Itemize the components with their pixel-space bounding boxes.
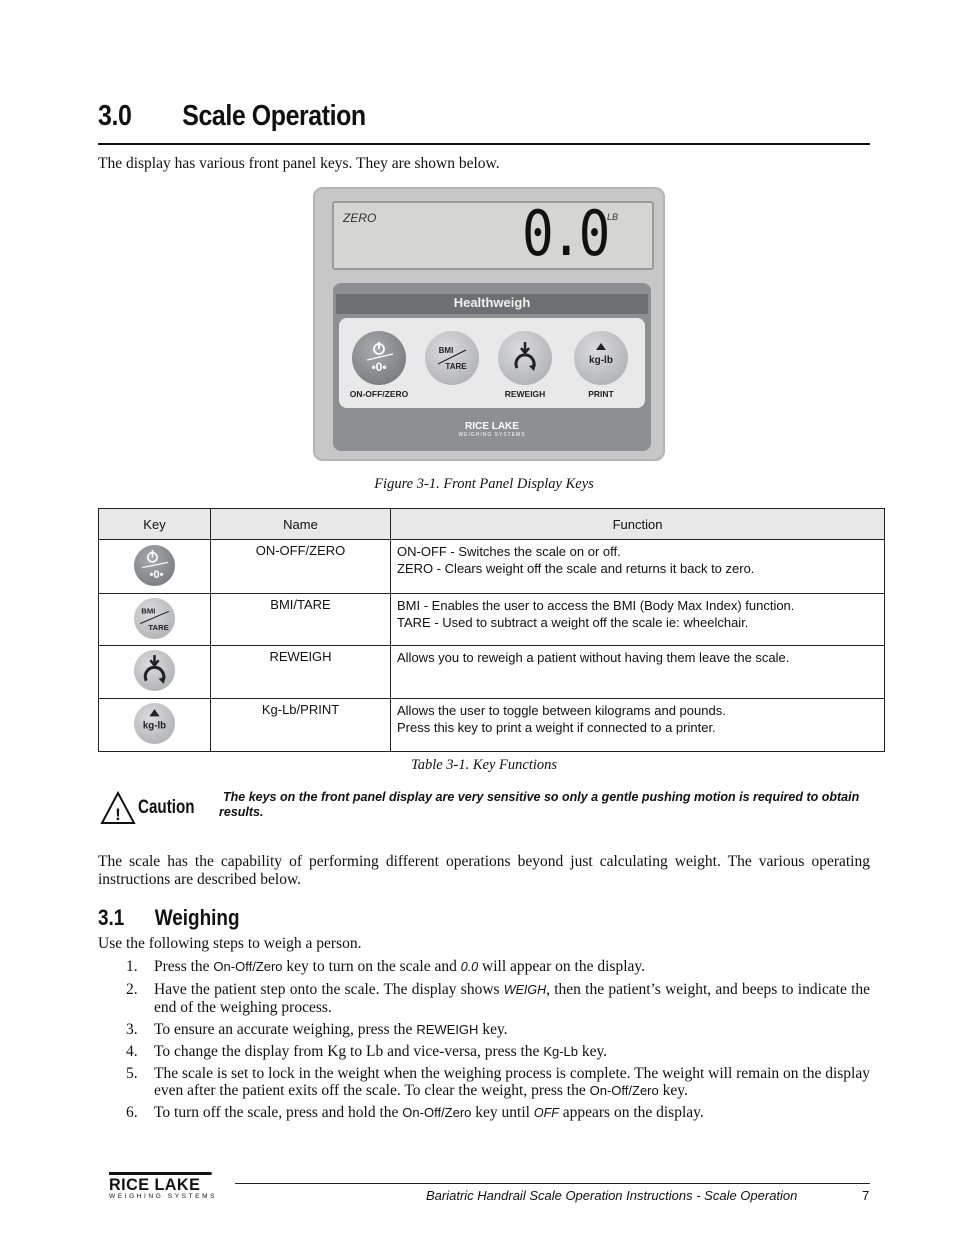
figure-caption: Figure 3-1. Front Panel Display Keys: [374, 476, 594, 492]
display-reference: OFF: [533, 1106, 559, 1120]
step-text: To turn off the scale, press and hold the: [154, 1104, 403, 1121]
table-caption: Table 3-1. Key Functions: [410, 757, 558, 773]
operations-paragraph: The scale has the capability of performing different operations beyond just calculating weight. The various operating instructions are described below.: [98, 853, 870, 888]
subsection-number: 3.1: [98, 905, 125, 930]
step-text: The scale is set to lock in the weight when the weighing process is complete. The weight will remain on the display even after the patient exits off the scale. To clear the weight, press the: [154, 1065, 870, 1099]
function-line: BMI - Enables the user to access the BMI (Body Max Index) function.: [397, 598, 795, 613]
steps-intro: Use the following steps to weigh a person.: [98, 935, 362, 952]
svg-text:BMI: BMI: [141, 605, 156, 615]
step-text: appears on the display.: [558, 1104, 704, 1121]
footer-logo-sub: WEIGHING SYSTEMS: [109, 1193, 218, 1200]
step-text: key.: [578, 1043, 608, 1060]
name-cell: REWEIGH: [211, 646, 391, 699]
table-row: [99, 594, 885, 646]
name-cell: ON-OFF/ZERO: [211, 540, 391, 594]
front-panel-figure: [313, 187, 665, 461]
table-row: [99, 699, 885, 752]
page-number: 7: [862, 1188, 870, 1203]
header-function: Function: [391, 509, 885, 540]
bmi-tare-key[interactable]: [425, 331, 479, 385]
step-text: To change the display from Kg to Lb and vice-versa, press the: [154, 1043, 544, 1060]
svg-text:•0•: •0•: [371, 360, 387, 374]
svg-text:!: !: [115, 805, 121, 824]
caution-badge: [100, 791, 209, 825]
header-key: Key: [99, 509, 211, 540]
key-reference: On-Off/Zero: [402, 1105, 472, 1120]
step-number: 4.: [126, 1043, 138, 1060]
step-text: Have the patient step onto the scale. The display shows: [154, 981, 504, 998]
power-zero-icon: [359, 338, 399, 378]
subsection-title: Weighing: [154, 905, 240, 930]
key-reference: On-Off/Zero: [213, 959, 283, 974]
svg-text:TARE: TARE: [445, 362, 467, 371]
list-item: [98, 1021, 870, 1038]
key-reference: Kg-Lb: [543, 1044, 579, 1059]
section-title: Scale Operation: [182, 100, 366, 132]
table-header-row: [99, 509, 885, 540]
list-item: [98, 958, 870, 976]
kg-lb-print-key[interactable]: [574, 331, 628, 385]
footer-logo-text: RICE LAKE: [109, 1172, 212, 1193]
step-text: key until: [471, 1104, 534, 1121]
table-row: [99, 540, 885, 594]
footer-logo: [109, 1172, 217, 1201]
steps-list: [98, 958, 870, 1127]
caution-text: The keys on the front panel display are very sensitive so only a gentle pushing motion is required to obtain results.: [219, 790, 860, 819]
svg-text:BMI: BMI: [438, 346, 454, 355]
function-line: Press this key to print a weight if connected to a printer.: [397, 720, 716, 735]
panel-logo-sub: WEIGHING SYSTEMS: [458, 432, 526, 438]
panel-logo: [333, 421, 651, 438]
svg-text:kg-lb: kg-lb: [589, 355, 613, 366]
caution-label: Caution: [138, 797, 195, 818]
step-number: 2.: [126, 981, 138, 998]
bmi-tare-icon: [432, 338, 472, 378]
list-item: [98, 1104, 870, 1122]
svg-text:•0•: •0•: [149, 568, 164, 581]
svg-text:kg-lb: kg-lb: [142, 720, 167, 732]
heading-rule: [98, 143, 870, 145]
bmi-tare-key-icon: [134, 598, 175, 639]
intro-text: The display has various front panel keys. They are shown below.: [98, 155, 500, 172]
key-cell: [99, 646, 211, 699]
function-cell: [391, 646, 885, 699]
key-functions-table: [98, 508, 885, 752]
panel-logo-text: RICE LAKE: [465, 421, 519, 432]
key-label-reweigh: REWEIGH: [504, 389, 546, 399]
function-line: TARE - Used to subtract a weight off the scale ie: wheelchair.: [397, 615, 749, 630]
name-cell: Kg-Lb/PRINT: [211, 699, 391, 752]
on-off-zero-key-icon: [134, 545, 175, 586]
key-cell: [99, 594, 211, 646]
name-cell: BMI/TARE: [211, 594, 391, 646]
step-text: key.: [478, 1021, 508, 1038]
warning-triangle-icon: [100, 791, 136, 825]
function-cell: [391, 540, 885, 594]
reweigh-key-icon: [134, 650, 175, 691]
step-text: will appear on the display.: [478, 958, 646, 975]
step-text: Press the: [154, 958, 214, 975]
function-line: ZERO - Clears weight off the scale and returns it back to zero.: [397, 561, 755, 576]
function-cell: [391, 699, 885, 752]
reweigh-arrow-icon: [505, 338, 545, 378]
step-number: 3.: [126, 1021, 138, 1038]
key-reference: REWEIGH: [416, 1022, 479, 1037]
key-cell: [99, 699, 211, 752]
step-number: 5.: [126, 1065, 138, 1082]
list-item: [98, 1065, 870, 1099]
list-item: [98, 1043, 870, 1060]
display-reference: 0.0: [460, 960, 479, 974]
function-line: Allows the user to toggle between kilograms and pounds.: [397, 703, 726, 718]
keypad: [333, 283, 651, 451]
step-text: key.: [658, 1082, 688, 1099]
function-cell: [391, 594, 885, 646]
key-cell: [99, 540, 211, 594]
lcd-zero-indicator: ZERO: [343, 211, 377, 225]
kg-lb-print-key-icon: [134, 703, 175, 744]
step-number: 6.: [126, 1104, 138, 1121]
footer-title: Bariatric Handrail Scale Operation Instructions - Scale Operation: [426, 1188, 798, 1203]
step-text: key to turn on the scale and: [282, 958, 461, 975]
section-number: 3.0: [98, 100, 132, 132]
on-off-zero-key[interactable]: [352, 331, 406, 385]
display-reference: WEIGH: [503, 983, 547, 997]
table-row: [99, 646, 885, 699]
step-number: 1.: [126, 958, 138, 975]
key-label-print: PRINT: [588, 389, 614, 399]
kg-lb-icon: [581, 338, 621, 378]
brand-name: Healthweigh: [453, 295, 531, 310]
list-item: [98, 981, 870, 1016]
footer-rule: [235, 1183, 870, 1184]
key-reference: On-Off/Zero: [589, 1083, 659, 1098]
header-name: Name: [211, 509, 391, 540]
reweigh-key[interactable]: [498, 331, 552, 385]
subsection-heading: [98, 905, 240, 931]
key-area: [339, 318, 645, 408]
lcd-digits: 0.0: [522, 197, 607, 270]
lcd-unit-indicator: LB: [607, 212, 619, 222]
function-line: Allows you to reweigh a patient without having them leave the scale.: [397, 650, 790, 665]
lcd-display: [332, 197, 654, 270]
section-heading: [98, 100, 366, 133]
svg-text:TARE: TARE: [148, 622, 169, 632]
key-label-on-off-zero: ON-OFF/ZERO: [349, 389, 409, 399]
function-line: ON-OFF - Switches the scale on or off.: [397, 544, 621, 559]
step-text: To ensure an accurate weighing, press the: [154, 1021, 417, 1038]
step-text: , then the patient’s weight, and beeps to indicate the end of the weighing process.: [154, 981, 871, 1016]
